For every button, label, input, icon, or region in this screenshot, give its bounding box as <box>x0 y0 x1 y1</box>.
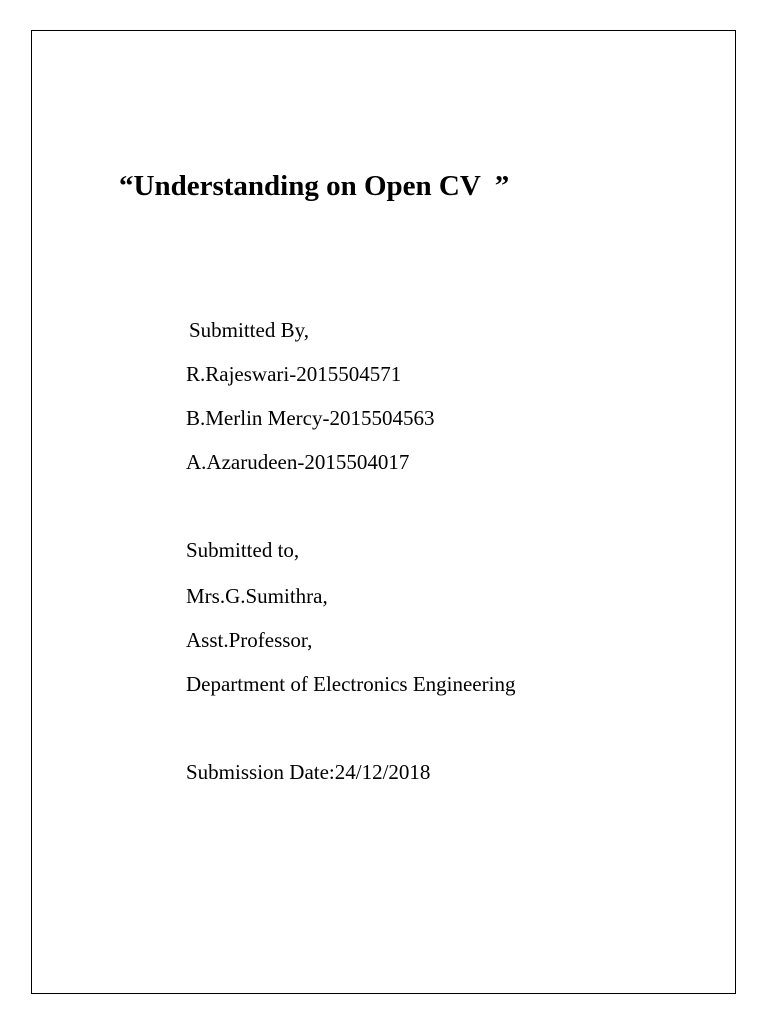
guide-department: Department of Electronics Engineering <box>186 672 516 696</box>
submitted-by-heading: Submitted By, <box>189 318 309 342</box>
member-name: A.Azarudeen-2015504017 <box>186 450 410 474</box>
member-name: B.Merlin Mercy-2015504563 <box>186 406 435 430</box>
submitted-to-heading: Submitted to, <box>186 538 300 562</box>
guide-name: Mrs.G.Sumithra, <box>186 584 328 608</box>
guide-role: Asst.Professor, <box>186 628 313 652</box>
document-title: “Understanding on Open CV ” <box>119 170 510 202</box>
submission-date: Submission Date:24/12/2018 <box>186 760 431 784</box>
member-name: R.Rajeswari-2015504571 <box>186 362 402 386</box>
